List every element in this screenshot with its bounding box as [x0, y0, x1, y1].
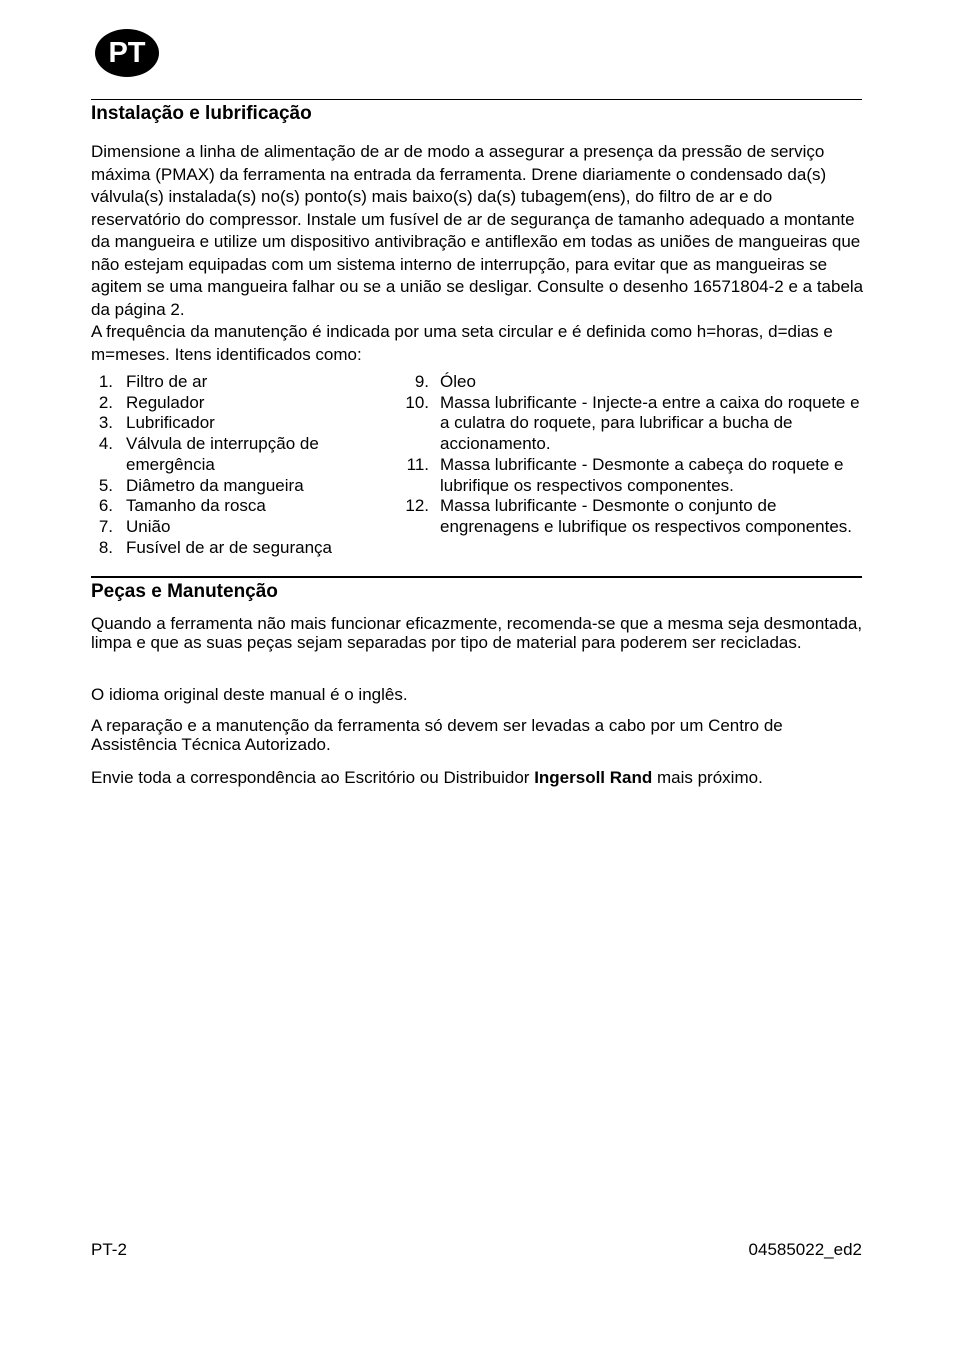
correspondence-text: Envie toda a correspondência ao Escritório ou Distribuidor [91, 768, 535, 787]
items-list-right [402, 372, 862, 538]
list-item [402, 496, 862, 537]
list-item-number: 2. [98, 392, 113, 412]
maintenance-frequency-paragraph: A frequência da manutenção é indicada por uma seta circular e é definida como h=horas, d=dias e m=meses. Itens identificados como: [91, 322, 833, 364]
list-item-text: União [126, 516, 171, 536]
list-item [402, 393, 862, 455]
list-item-text: Diâmetro da mangueira [126, 475, 304, 495]
section-title-parts: Peças e Manutenção [91, 581, 278, 602]
list-item [91, 517, 391, 538]
list-item-number: 10. [405, 392, 429, 412]
list-item [91, 496, 391, 517]
list-item-number: 1. [98, 372, 113, 391]
correspondence-text-end: mais próximo. [652, 768, 763, 787]
list-item-number: 12. [405, 496, 429, 516]
section-divider [91, 576, 862, 578]
list-item-text: Válvula de interrupção de emergência [126, 434, 319, 474]
top-divider [91, 99, 862, 100]
page-number: PT-2 [91, 1240, 127, 1259]
brand-name: Ingersoll Rand [534, 768, 653, 787]
list-item [91, 434, 391, 475]
list-item-number: 7. [98, 516, 113, 536]
list-item-number: 3. [98, 413, 113, 433]
list-item-number: 4. [98, 434, 113, 454]
list-item-text: Massa lubrificante - Injecte-a entre a caixa do roquete e a culatra do roquete, para lubrificar a bucha de accionamento. [440, 392, 860, 454]
recycling-paragraph: Quando a ferramenta não mais funcionar eficazmente, recomenda-se que a mesma seja desmontada, limpa e que as suas peças sejam separadas por tipo de material para poderem ser recicladas. [91, 614, 863, 652]
list-item-text: Tamanho da rosca [126, 496, 266, 516]
language-badge: PT [95, 29, 159, 77]
list-item-text: Massa lubrificante - Desmonte o conjunto de engrenagens e lubrifique os respectivos componentes. [440, 496, 853, 536]
list-item-text: Massa lubrificante - Desmonte a cabeça do roquete e lubrifique os respectivos componentes. [440, 454, 844, 495]
list-item [91, 413, 391, 434]
installation-paragraph: Dimensione a linha de alimentação de ar de modo a assegurar a presença da pressão de serviço máxima (PMAX) da ferramenta na entrada da ferramenta. Drene diariamente o condensado da(s) válvula(s) instalada(s) no(s) ponto(s) mais baixo(s) da(s) tubagem(ens), do filtro de ar e do reservatório do compressor. Instale um fusível de ar de segurança de tamanho adequado a montante da mangueira e utilize um dispositivo antivibração e antiflexão em todas as uniões de mangueiras que não estejam equipadas com um sistema interno de interrupção, para evitar que as mangueiras se agitem se uma mangueira falhar ou se a união se desligar. Consulte o desenho 16571804-2 e a tabela da página 2. [91, 142, 864, 319]
list-item-text: Lubrificador [126, 413, 215, 433]
list-item-number: 11. [406, 454, 429, 474]
document-code: 04585022_ed2 [748, 1240, 862, 1259]
list-item-number: 6. [98, 496, 113, 516]
original-language-paragraph: O idioma original deste manual é o inglês. [91, 685, 408, 704]
list-item [91, 372, 391, 393]
list-item [91, 476, 391, 497]
repair-paragraph: A reparação e a manutenção da ferramenta só devem ser levadas a cabo por um Centro de Assistência Técnica Autorizado. [91, 716, 783, 754]
list-item-text: Regulador [126, 392, 205, 412]
list-item [91, 393, 391, 414]
items-list-left [91, 372, 391, 558]
list-item [402, 455, 862, 496]
list-item-text: Fusível de ar de segurança [126, 537, 333, 557]
list-item-text: Óleo [440, 372, 476, 391]
list-item-number: 9. [414, 372, 429, 391]
list-item-number: 5. [98, 475, 113, 495]
list-item-number: 8. [98, 537, 113, 557]
list-item [402, 372, 862, 393]
correspondence-paragraph [91, 768, 866, 787]
list-item [91, 538, 391, 559]
list-item-text: Filtro de ar [126, 372, 208, 391]
section-title-installation: Instalação e lubrificação [91, 103, 312, 124]
